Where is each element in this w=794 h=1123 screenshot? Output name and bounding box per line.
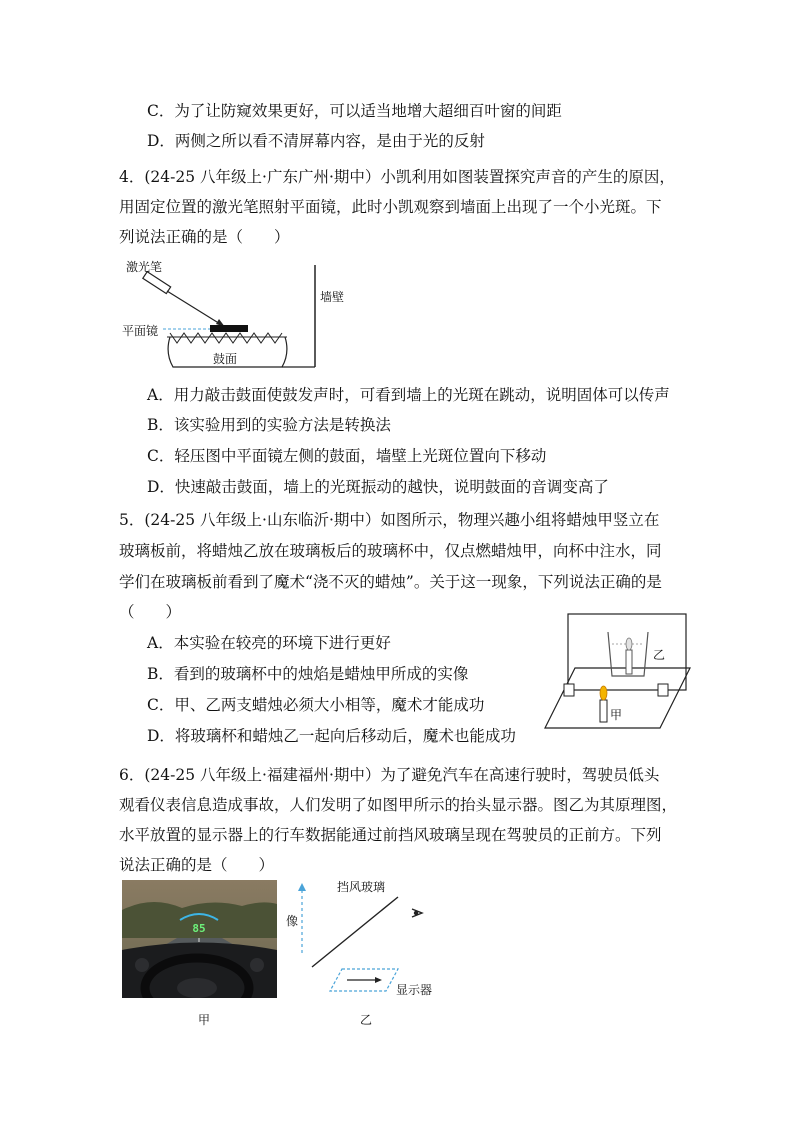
q4-option-d: D．快速敲击鼓面，墙上的光斑振动的越快，说明鼓面的音调变高了 (147, 478, 609, 496)
q4-stem-line1: 4．(24-25 八年级上·广东广州·期中）小凯利用如图装置探究声音的产生的原因， (119, 168, 675, 186)
support-block-left (564, 684, 574, 696)
label-candle-yi: 乙 (653, 648, 666, 662)
hud-speed: 85 (192, 922, 206, 935)
q5-stem-line4: （ ） (119, 603, 182, 621)
q5-stem-line3: 学们在玻璃板前看到了魔术“浇不灭的蜡烛”。关于这一现象，下列说法正确的是 (119, 573, 662, 591)
q4-stem-line2: 用固定位置的激光笔照射平面镜，此时小凯观察到墙面上出现了一个小光斑。下 (119, 198, 662, 216)
q5-option-c: C．甲、乙两支蜡烛必须大小相等，魔术才能成功 (147, 696, 485, 714)
q5-option-b: B．看到的玻璃杯中的烛焰是蜡烛甲所成的实像 (147, 665, 469, 683)
plane-mirror (210, 325, 248, 332)
q6-stem-line4: 说法正确的是（ ） (119, 856, 275, 874)
windshield (312, 897, 398, 967)
q6-stem-line1: 6．(24-25 八年级上·福建福州·期中）为了避免汽车在高速行驶时，驾驶员低头 (119, 766, 660, 784)
label-candle-jia: 甲 (610, 708, 623, 722)
drum-zigzag (170, 333, 282, 343)
q4-option-c: C．轻压图中平面镜左侧的鼓面，墙壁上光斑位置向下移动 (147, 447, 547, 465)
q6-stem-line2: 观看仪表信息造成事故，人们发明了如图甲所示的抬头显示器。图乙为其原理图， (119, 796, 678, 814)
q4-option-b: B．该实验用到的实验方法是转换法 (147, 416, 391, 434)
q6-stem-line3: 水平放置的显示器上的行车数据能通过前挡风玻璃呈现在驾驶员的正前方。下列 (119, 826, 662, 844)
laser-beam (167, 291, 225, 327)
q4-stem-line3: 列说法正确的是（ ） (119, 228, 290, 246)
hud-photo (122, 880, 277, 998)
caption-yi: 乙 (360, 1013, 373, 1027)
label-laser: 激光笔 (126, 260, 163, 274)
q4-option-a: A．用力敲击鼓面使鼓发声时，可看到墙上的光斑在跳动，说明固体可以传声 (147, 386, 670, 404)
q3-option-c: C．为了让防窥效果更好，可以适当地增大超细百叶窗的间距 (147, 102, 562, 120)
label-drum: 鼓面 (213, 352, 238, 366)
q5-stem-line2: 玻璃板前，将蜡烛乙放在玻璃板后的玻璃杯中，仅点燃蜡烛甲，向杯中注水，同 (119, 542, 662, 560)
support-block-right (658, 684, 668, 696)
caption-jia: 甲 (198, 1013, 211, 1027)
label-windshield: 挡风玻璃 (337, 880, 386, 894)
candle-jia-flame (600, 686, 607, 700)
label-display: 显示器 (396, 983, 433, 997)
label-image: 像 (286, 914, 299, 928)
eye-icon (412, 909, 422, 917)
q5-option-d: D．将玻璃杯和蜡烛乙一起向后移动后，魔术也能成功 (147, 727, 516, 745)
candle-jia (600, 700, 607, 722)
label-mirror: 平面镜 (122, 324, 159, 338)
label-wall: 墙壁 (320, 290, 345, 304)
q3-option-d: D．两侧之所以看不清屏幕内容，是由于光的反射 (147, 132, 485, 150)
q5-stem-line1: 5．(24-25 八年级上·山东临沂·期中）如图所示，物理兴趣小组将蜡烛甲竖立在 (119, 511, 660, 529)
q5-option-a: A．本实验在较亮的环境下进行更好 (147, 634, 391, 652)
